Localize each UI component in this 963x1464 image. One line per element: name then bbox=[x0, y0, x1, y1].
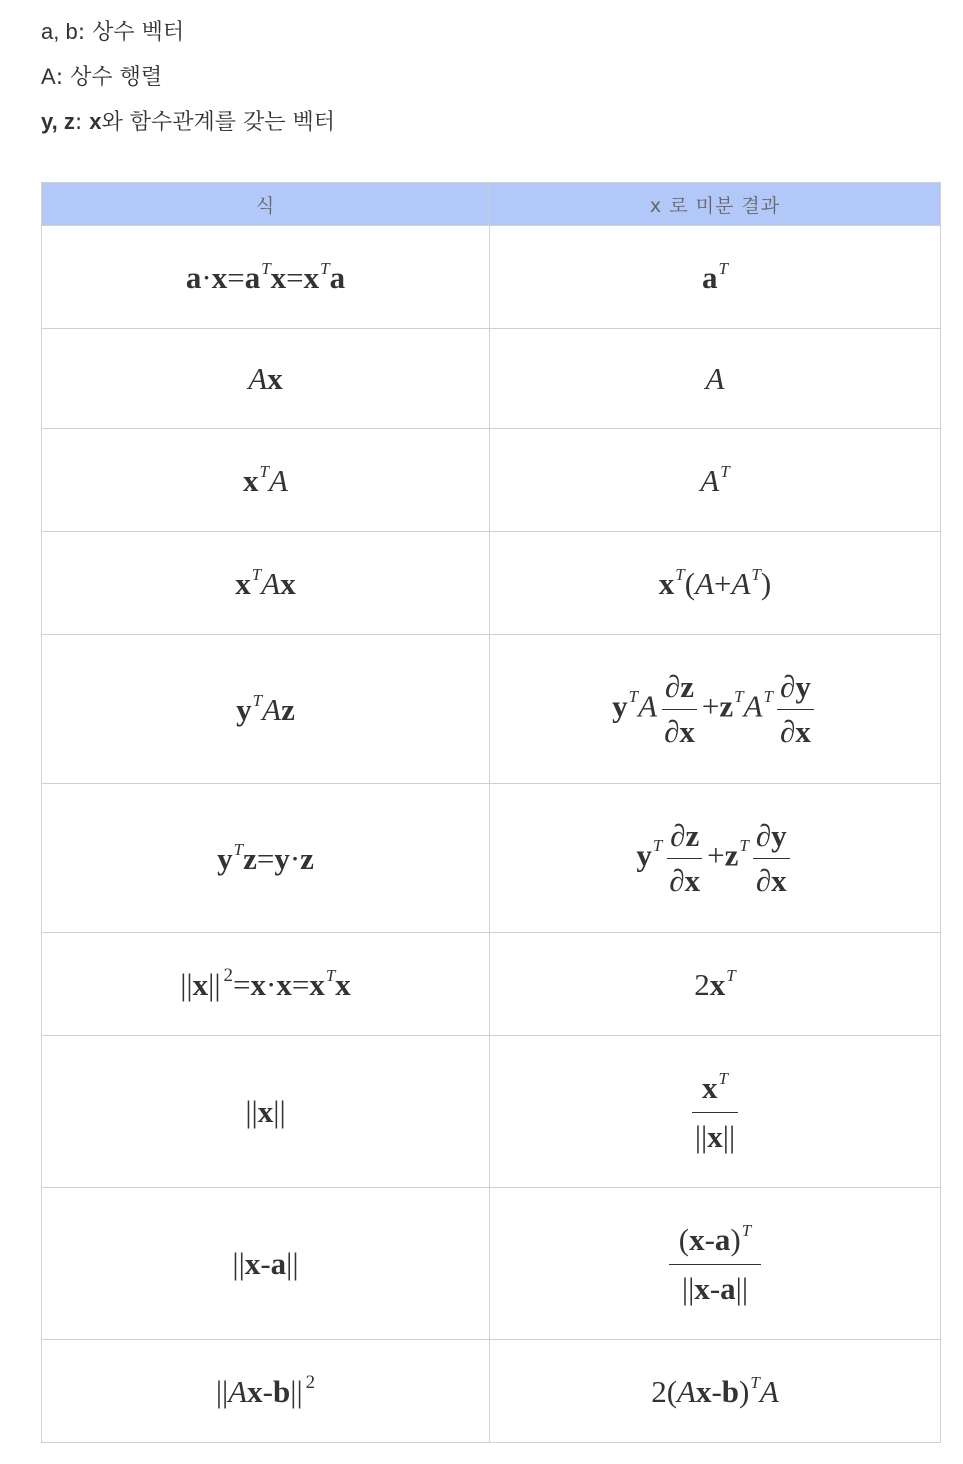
expression-cell: $a\cdot x=a^Tx=x^Ta$ bbox=[42, 226, 490, 329]
def-var: a, b bbox=[41, 19, 78, 44]
table-row bbox=[42, 329, 941, 429]
expression-cell: $x^TAx$ bbox=[42, 532, 490, 635]
table-row bbox=[42, 226, 941, 329]
table-row bbox=[42, 1188, 941, 1340]
def-desc: : 상수 벡터 bbox=[77, 20, 185, 45]
derivative-cell: $x^T(A+A^T)$ bbox=[490, 532, 941, 635]
table-row bbox=[42, 532, 941, 635]
def-var: A bbox=[41, 64, 56, 89]
table-row bbox=[42, 1036, 941, 1188]
derivative-cell: $a^T$ bbox=[490, 226, 941, 329]
derivative-cell: $2(Ax-b)^TA$ bbox=[490, 1340, 941, 1443]
derivative-cell: $\frac{x^T}{||x||}$ bbox=[490, 1036, 941, 1188]
table-row bbox=[42, 429, 941, 532]
table-header-row bbox=[42, 183, 941, 226]
expression-cell: ||Ax-b|| $^2$ bbox=[42, 1340, 490, 1443]
table-row bbox=[42, 1340, 941, 1443]
table-row bbox=[42, 784, 941, 933]
header-derivative: x 로 미분 결과 bbox=[490, 183, 941, 226]
definition-functions bbox=[41, 100, 335, 145]
expression-cell: ||x-a|| bbox=[42, 1188, 490, 1340]
definitions bbox=[41, 10, 335, 145]
expression-cell: Ax bbox=[42, 329, 490, 429]
table-row bbox=[42, 635, 941, 784]
derivative-table bbox=[41, 182, 941, 1443]
derivative-cell: $y^T$ $\frac{\partial z}{\partial x}$ $+z^T$ $\frac{\partial y}{\partial x}$ bbox=[490, 784, 941, 933]
expression-cell: $y^TAz$ bbox=[42, 635, 490, 784]
expression-cell: ||x|| $^2=x\cdot x=x^Tx$ bbox=[42, 933, 490, 1036]
derivative-cell: $\frac{(x-a)^T}{||x-a||}$ bbox=[490, 1188, 941, 1340]
def-var: x bbox=[89, 109, 102, 134]
derivative-cell: $y^TA$ $\frac{\partial z}{\partial x}$ $+z^TA^T$ $\frac{\partial y}{\partial x}$ bbox=[490, 635, 941, 784]
expression-cell: $x^TA$ bbox=[42, 429, 490, 532]
def-desc: : 상수 행렬 bbox=[55, 65, 163, 90]
expression-cell: ||x|| bbox=[42, 1036, 490, 1188]
derivative-cell: A bbox=[490, 329, 941, 429]
table-row bbox=[42, 933, 941, 1036]
derivative-cell: $2x^T$ bbox=[490, 933, 941, 1036]
expression-cell: $y^Tz=y\cdot z$ bbox=[42, 784, 490, 933]
definition-matrix bbox=[41, 55, 335, 100]
header-expression: 식 bbox=[42, 183, 490, 226]
definition-vectors bbox=[41, 10, 335, 55]
def-desc: : bbox=[74, 110, 90, 135]
derivative-cell: $A^T$ bbox=[490, 429, 941, 532]
def-desc: 와 함수관계를 갖는 벡터 bbox=[101, 110, 335, 135]
def-var: y, z bbox=[41, 109, 75, 134]
